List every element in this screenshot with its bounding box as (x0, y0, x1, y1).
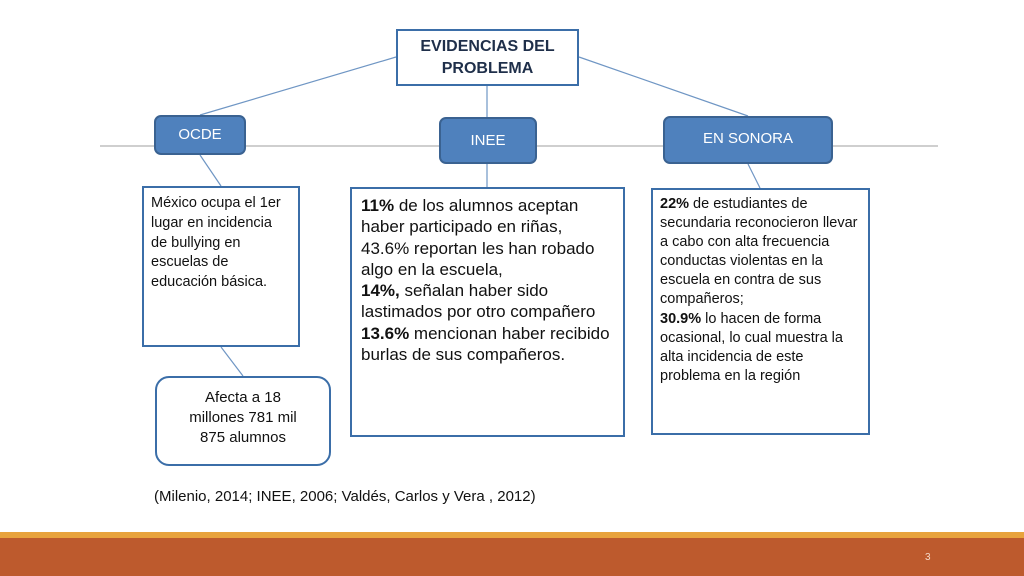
category-ocde-label: OCDE (178, 125, 222, 143)
connector-ocde-afecta (221, 347, 243, 376)
ocde-text-box (142, 186, 300, 347)
category-ocde (154, 115, 246, 155)
ocde-text: México ocupa el 1er lugar en incidencia de bullying en escuelas de educación básica. (151, 195, 281, 291)
inee-text-2: señalan haber sido lastimados por otro compañero (361, 281, 596, 322)
connector-sonora-box (748, 164, 760, 188)
inee-text-3: mencionan haber recibido burlas de sus compañeros. (361, 323, 610, 365)
title-box (396, 29, 579, 86)
title-line-1: EVIDENCIAS DEL (420, 38, 555, 55)
sonora-stat-1: 22% (660, 196, 690, 212)
inee-stat-1: 11% (361, 196, 395, 215)
sonora-text-box (651, 188, 870, 435)
inee-text-box (350, 187, 625, 437)
category-inee-label: INEE (470, 132, 506, 149)
category-inee (439, 117, 537, 164)
afecta-box (155, 376, 331, 466)
title-line-2: PROBLEMA (441, 60, 534, 77)
sonora-stat-2: 30.9% (660, 310, 702, 327)
footer-bar (0, 538, 1024, 576)
citation: (Milenio, 2014; INEE, 2006; Valdés, Carlos y Vera , 2012) (154, 488, 536, 505)
sonora-text-1: de estudiantes de secundaria reconocieron llevar a cabo con alta frecuencia conductas violentas en la escuela en contra de sus compañeros; (660, 196, 858, 308)
afecta-line-1: Afecta a 18 (205, 389, 281, 406)
category-sonora (663, 116, 833, 164)
category-sonora-label: EN SONORA (702, 129, 793, 147)
connector-ocde-box (200, 155, 221, 186)
connector-title-ocde (200, 57, 396, 115)
inee-stat-3: 13.6% (361, 323, 410, 343)
page-number: 3 (925, 552, 931, 563)
inee-text-1: de los alumnos aceptan haber participado en riñas, 43.6% reportan les han robado algo en la escuela, (361, 196, 595, 279)
connector-title-sonora (579, 57, 748, 116)
afecta-line-2: millones 781 mil (189, 409, 297, 426)
afecta-line-3: 875 alumnos (200, 429, 286, 446)
inee-stat-2: 14%, (361, 281, 400, 301)
sonora-text-2: lo hacen de forma ocasional, lo cual muestra la alta incidencia de este problema en la región (660, 310, 843, 384)
